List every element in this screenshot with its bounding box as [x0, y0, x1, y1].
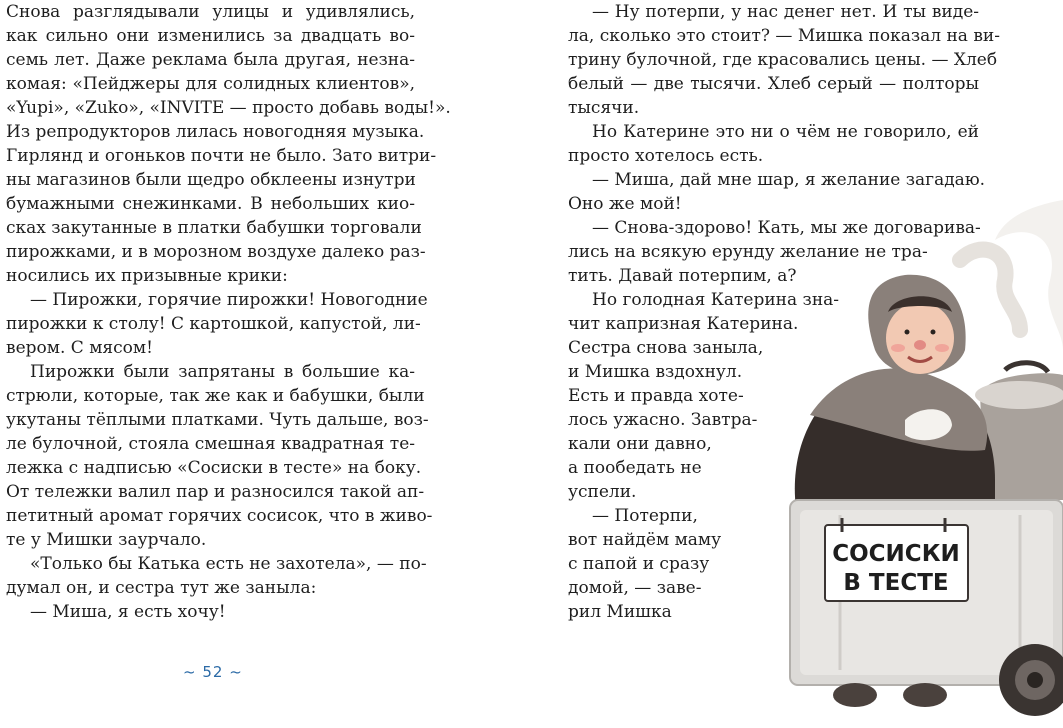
text-line: петитный аромат горячих сосисок, что в живо- [6, 506, 433, 526]
text-line: — Миша, дай мне шар, я желание загадаю. [592, 170, 986, 190]
text-line: лись на всякую ерунду желание не тра- [568, 242, 928, 262]
text-line: сках закутанные в платки бабушки торговали [6, 218, 422, 238]
text-line: думал он, и сестра тут же заныла: [6, 578, 317, 598]
text-line: ны магазинов были щедро обклеены изнутри [6, 170, 416, 190]
text-line: лежка с надписью «Сосиски в тесте» на боку. [6, 458, 422, 478]
text-line: рил Мишка [568, 602, 672, 622]
text-line: успели. [568, 482, 637, 502]
text-line: кали они давно, [568, 434, 712, 454]
text-line: лось ужасно. Завтра- [568, 410, 758, 430]
sign-line-2: В ТЕСТЕ [843, 570, 949, 596]
text-line: просто хотелось есть. [568, 146, 764, 166]
text-line: носились их призывные крики: [6, 266, 288, 286]
text-line: пирожками, и в морозном воздухе далеко раз- [6, 242, 426, 262]
page-number: ~ 52 ~ [183, 663, 243, 681]
text-line: Гирлянд и огоньков почти не было. Зато витри- [6, 146, 437, 166]
text-line: От тележки валил пар и разносился такой ап- [6, 482, 425, 502]
text-line: тить. Давай потерпим, а? [568, 266, 797, 286]
text-line: трину булочной, где красовались цены. — Хлеб [568, 50, 998, 70]
text-line: домой, — заве- [568, 578, 702, 598]
text-line: — Миша, я есть хочу! [30, 602, 226, 622]
text-line: пирожки к столу! С картошкой, капустой, ли- [6, 314, 421, 334]
text-line: семь лет. Даже реклама была другая, незна- [6, 50, 415, 70]
text-line: Из репродукторов лилась новогодняя музыка. [6, 122, 425, 142]
text-line: а пообедать не [568, 458, 702, 478]
text-line: с папой и сразу [568, 554, 710, 574]
text-line: бумажными снежинками. В небольших кио- [6, 194, 415, 214]
text-line: «Yupi», «Zuko», «INVITE — просто добавь воды!». [6, 98, 451, 118]
text-line: ле булочной, стояла смешная квадратная те- [6, 434, 415, 454]
text-line: Пирожки были запрятаны в большие ка- [30, 362, 415, 382]
text-line: — Ну потерпи, у нас денег нет. И ты виде- [592, 2, 979, 22]
text-line: укутаны тёплыми платками. Чуть дальше, воз- [6, 410, 429, 430]
text-line: те у Мишки заурчало. [6, 530, 207, 550]
text-line: вот найдём маму [568, 530, 722, 550]
text-line: белый — две тысячи. Хлеб серый — полторы [568, 74, 979, 94]
text-line: чит капризная Катерина. [568, 314, 799, 334]
text-line: стрюли, которые, так же как и бабушки, были [6, 386, 425, 406]
text-line: ла, сколько это стоит? — Мишка показал на ви- [568, 26, 1000, 46]
text-line: Есть и правда хоте- [568, 386, 744, 406]
text-line: Но Катерине это ни о чём не говорило, ей [592, 122, 979, 142]
text-line: — Пирожки, горячие пирожки! Новогодние [30, 290, 428, 310]
text-line: «Только бы Катька есть не захотела», — по- [30, 554, 427, 574]
text-line: как сильно они изменились за двадцать во- [6, 26, 415, 46]
text-line: — Снова-здорово! Кать, мы же договарива- [592, 218, 981, 238]
sign-line-1: СОСИСКИ [832, 541, 960, 567]
vendor-illustration [780, 200, 1063, 728]
text-line: — Потерпи, [592, 506, 698, 526]
text-line: Оно же мой! [568, 194, 682, 214]
text-line: тысячи. [568, 98, 640, 118]
left-page [0, 0, 530, 728]
text-line: комая: «Пейджеры для солидных клиентов», [6, 74, 415, 94]
text-line: и Мишка вздохнул. [568, 362, 743, 382]
text-line: Снова разглядывали улицы и удивлялись, [6, 2, 415, 22]
text-line: Сестра снова заныла, [568, 338, 764, 358]
text-line: вером. С мясом! [6, 338, 153, 358]
text-line: Но голодная Катерина зна- [592, 290, 840, 310]
